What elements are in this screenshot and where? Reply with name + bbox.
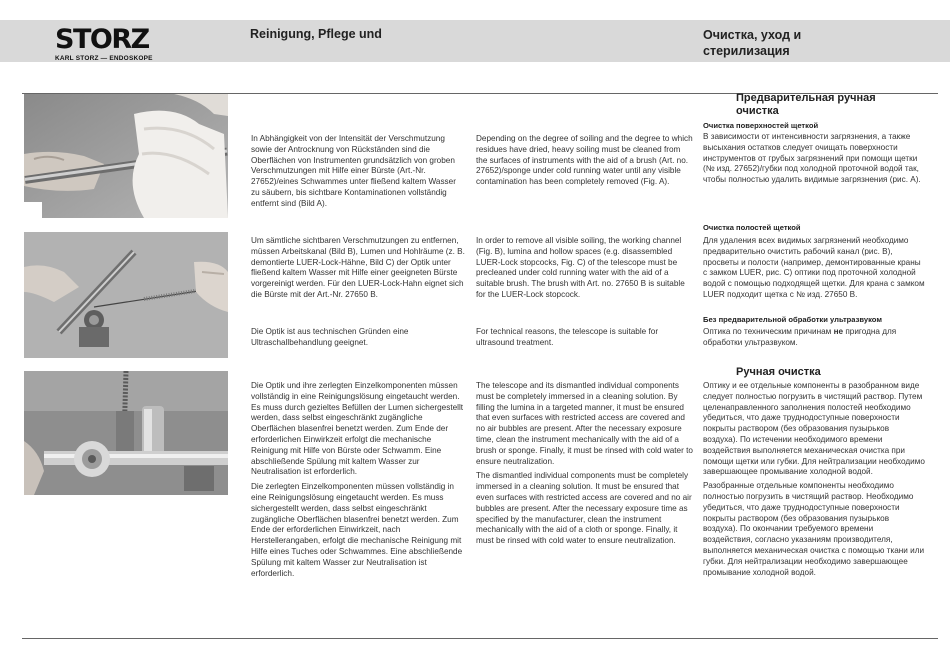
logo-subline: KARL STORZ — ENDOSKOPE bbox=[55, 55, 153, 62]
paragraph: Die zerlegten Einzelkomponenten müssen vollständig in eine Reinigungslösung eingetaucht werden. Es muss sichergestellt werden, dass selbst eingeschränkt zugängliche Oberflächen blasenfrei benetzt werden. Zum Ende der erforderlichen Einwirkzeit, nach Herstellerangaben, erfolgt die mechanische Reinigung mit Hilfe eines Tuches oder Schwammes. Eine abschließende Spülung mit kaltem Wasser zur Neutralisation ist erforderlich. bbox=[251, 482, 463, 578]
ru-heading-manual: Ручная очистка bbox=[736, 366, 821, 378]
paragraph: The telescope and its dismantled individual components must be completely immersed in a cleaning solution. By filling the lumina in a targeted manner, it must be ensured that even surfaces with restricted access are covered and no air bubbles are present. After the necessary exposure time, clean the instrument mechanically with the aid of a brush or sponge. Finally, it must be rinsed with cold water to ensure neutralization. bbox=[476, 381, 693, 466]
emphasis-not: не bbox=[833, 327, 844, 336]
photo-b bbox=[24, 232, 228, 358]
storz-logo bbox=[55, 26, 165, 66]
text-en-manual-cleaning bbox=[476, 381, 693, 551]
ru-text-ultrasound bbox=[703, 327, 925, 352]
text-de-surface-cleaning bbox=[251, 134, 466, 214]
page-title-ru bbox=[703, 27, 903, 59]
ru-text-surface bbox=[703, 132, 925, 189]
ru-subheading-surface: Очистка поверхностей щеткой bbox=[703, 121, 819, 130]
ru-subheading-ultrasound: Без предварительной обработки ультразвуком bbox=[703, 315, 882, 324]
logo-wordmark: STORZ bbox=[55, 24, 149, 55]
photo-c bbox=[24, 371, 228, 495]
paragraph: Оптику и ее отдельные компоненты в разобранном виде следует полностью погрузить в чистящий раствор. Путем целенаправленного заполнения полостей необходимо убедиться, что даже труднодоступные поверхности покрыты раствором (без образования пузырьков воздуха). По истечении необходимого времени воздействия выполняется механическая очистка при помощи щетки или губки. Для нейтрализации необходимо завершающее промывание холодной водой. bbox=[703, 381, 925, 477]
text-de-manual-cleaning bbox=[251, 381, 466, 583]
page-title-de: Reinigung, Pflege und bbox=[250, 27, 382, 41]
ru-heading-preliminary-line2: очистка bbox=[736, 105, 779, 117]
paragraph: Для удаления всех видимых загрязнений необходимо предварительно очистить рабочий канал (рис. В), просветы и полости (например, демонтированные краны с замком LUER, рис. С) оптики под проточной холодной водой с помощью подходящей щетки. Для крана с замком LUER подходит щетка с № изд. 27650 В. bbox=[703, 236, 925, 299]
ru-subheading-channels: Очистка полостей щеткой bbox=[703, 223, 801, 232]
paragraph: Die Optik ist aus technischen Gründen eine Ultraschallbehandlung geeignet. bbox=[251, 327, 409, 347]
bottom-rule bbox=[22, 638, 938, 639]
paragraph: In order to remove all visible soiling, the working channel (Fig. B), lumina and hollow spaces (e.g. disassembled LUER-Lock stopcocks, Fig. C) of the telescope must be precleaned under cold running water with the aid of a suitable brush. The brush with Art. no. 27650 B is suitable for the LUER-Lock stopcock. bbox=[476, 236, 685, 299]
page-title-ru-line2: стерилизация bbox=[703, 44, 790, 58]
text-run: пригодна для обработки ультразвуком. bbox=[703, 327, 897, 347]
paragraph: For technical reasons, the telescope is suitable for ultrasound treatment. bbox=[476, 327, 659, 347]
text-run: Оптика по техническим причинам bbox=[703, 327, 834, 336]
ru-text-channels bbox=[703, 236, 925, 304]
paragraph: В зависимости от интенсивности загрязнения, а также высыхания остатков следует очищать поверхности инструментов от грубых загрязнений при помощи щетки (№ изд. 27652)/губки под холодной проточной водой так, чтобы полностью удалить видимые загрязнения (рис. А). bbox=[703, 132, 921, 185]
photo-c-image bbox=[24, 371, 228, 495]
paragraph: The dismantled individual components must be completely immersed in a cleaning solution. It must be ensured that even surfaces with restricted access are covered and no air bubbles are present. After the necessary exposure time as specified by the manufacturer, clean the instrument mechanically with the aid of a cloth or sponge. Finally, it must be rinsed with cold water to ensure neutralization. bbox=[476, 471, 692, 546]
photo-a-image bbox=[24, 94, 228, 218]
paragraph bbox=[703, 327, 925, 349]
text-en-surface-cleaning bbox=[476, 134, 693, 192]
ru-heading-preliminary-line1: Предварительная ручная bbox=[736, 92, 876, 104]
text-en-channel-cleaning bbox=[476, 236, 693, 305]
ru-text-manual bbox=[703, 381, 925, 581]
ru-heading-preliminary bbox=[736, 92, 876, 118]
paragraph: In Abhängigkeit von der Intensität der Verschmutzung sowie der Antrocknung von Rückständen sind die Oberflächen von Instrumenten grundsätzlich von groben Verschmutzungen mit Hilfe einer Bürste (Art.-Nr. 27652)/eines Schwammes unter fließend kaltem Wasser zu säubern, bis sichtbare Kontaminationen vollständig entfernt sind (Bild A). bbox=[251, 134, 456, 208]
photo-b-image bbox=[24, 232, 228, 358]
text-de-channel-cleaning bbox=[251, 236, 466, 305]
paragraph: Die Optik und ihre zerlegten Einzelkomponenten müssen vollständig in eine Reinigungslösung eingetaucht werden. Es muss durch gezieltes Befüllen der Lumen sichergestellt werden, dass selbst eingeschränkt zugängliche Oberflächen blasenfrei benetzt werden. Zum Ende der erforderlichen Einwirkzeit erfolgt die mechanische Reinigung mit Hilfe von Bürste oder Schwamm. Eine abschließende Spülung mit kaltem Wasser zur Neutralisation ist erforderlich. bbox=[251, 381, 464, 477]
page-title-ru-line1: Очистка, уход и bbox=[703, 28, 802, 42]
paragraph: Depending on the degree of soiling and the degree to which residues have dried, heavy soiling must be cleaned from the surfaces of instruments with the aid of a brush (Art. no. 27652)/sponge under cold running water until any visible contamination has been completely removed (Fig. A). bbox=[476, 134, 693, 187]
text-en-ultrasound bbox=[476, 327, 693, 353]
text-de-ultrasound bbox=[251, 327, 466, 353]
photo-a bbox=[24, 94, 228, 218]
paragraph: Um sämtliche sichtbaren Verschmutzungen zu entfernen, müssen Arbeitskanal (Bild B), Lumen und Hohlräume (z. B. demontierte LUER-Lock-Hähne, Bild C) der Optik unter fließend kaltem Wasser mit Hilfe einer geeigneten Bürste vorgereinigt werden. Für den LUER-Lock-Hahn eignet sich die Bürste mit der Art.-Nr. 27650 B. bbox=[251, 236, 465, 299]
paragraph: Разобранные отдельные компоненты необходимо полностью погрузить в чистящий раствор. Необходимо убедиться, что даже труднодоступные поверхности покрыты раствором (без образования пузырьков воздуха). По окончании требуемого времени воздействия, согласно указаниям производителя, выполняется механическая очистка с помощью ткани или губки. Для нейтрализации необходимо завершающее промывание холодной водой. bbox=[703, 481, 925, 577]
